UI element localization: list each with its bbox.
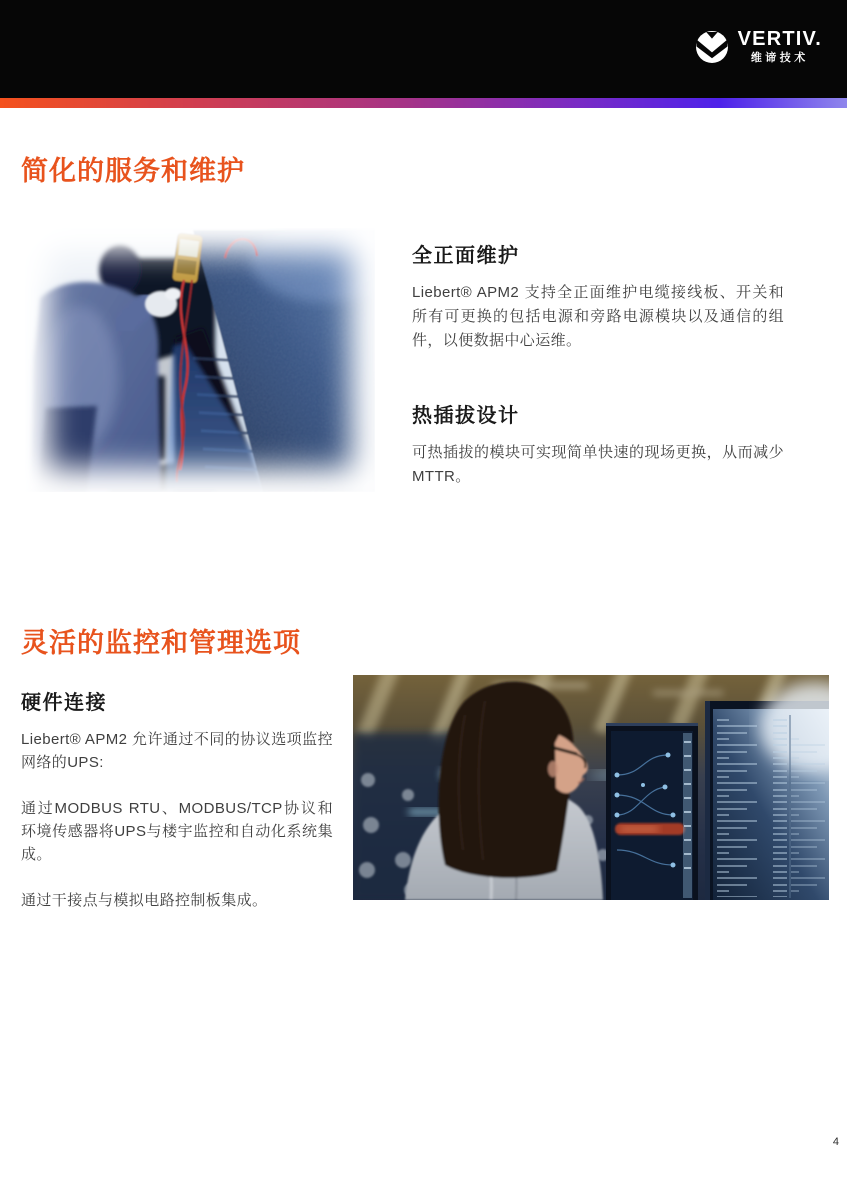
accent-gradient-bar	[0, 98, 847, 108]
operator-photo-illustration	[353, 675, 829, 900]
hardware-connection-paragraph: 通过MODBUS RTU、MODBUS/TCP协议和环境传感器将UPS与楼宇监控和自动化系统集成。	[21, 800, 333, 863]
vertiv-logo	[696, 29, 822, 64]
section-monitoring-content	[21, 686, 333, 912]
hardware-connection-paragraph: 通过干接点与模拟电路控制板集成。	[21, 892, 268, 909]
block-body-hot-swap: 可热插拔的模块可实现简单快速的现场更换，从而减少MTTR。	[412, 444, 784, 485]
brand-text	[738, 29, 822, 64]
section-heading-service: 简化的服务和维护	[21, 156, 245, 186]
vertiv-logomark-icon	[696, 31, 728, 63]
section-service-content	[412, 239, 784, 489]
block-title-hardware-connection: 硬件连接	[21, 692, 107, 714]
technician-servicing-ups-photo	[25, 228, 375, 492]
block-title-full-front-access: 全正面维护	[412, 245, 520, 267]
brand-name-cn: 维谛技术	[750, 52, 809, 64]
page-header	[0, 0, 847, 98]
block-title-hot-swap: 热插拔设计	[412, 405, 520, 427]
section-heading-monitoring: 灵活的监控和管理选项	[21, 628, 301, 658]
block-body-full-front-access: Liebert® APM2 支持全正面维护电缆接线板、开关和所有可更换的包括电源和旁路电源模块以及通信的组件，以便数据中心运维。	[412, 284, 784, 349]
technician-photo-illustration	[25, 228, 375, 492]
brand-name: VERTIV.	[737, 28, 822, 50]
operator-monitoring-photo	[353, 675, 829, 900]
hardware-connection-paragraph: Liebert® APM2 允许通过不同的协议选项监控网络的UPS:	[21, 731, 333, 771]
page-number: 4	[832, 1136, 839, 1148]
